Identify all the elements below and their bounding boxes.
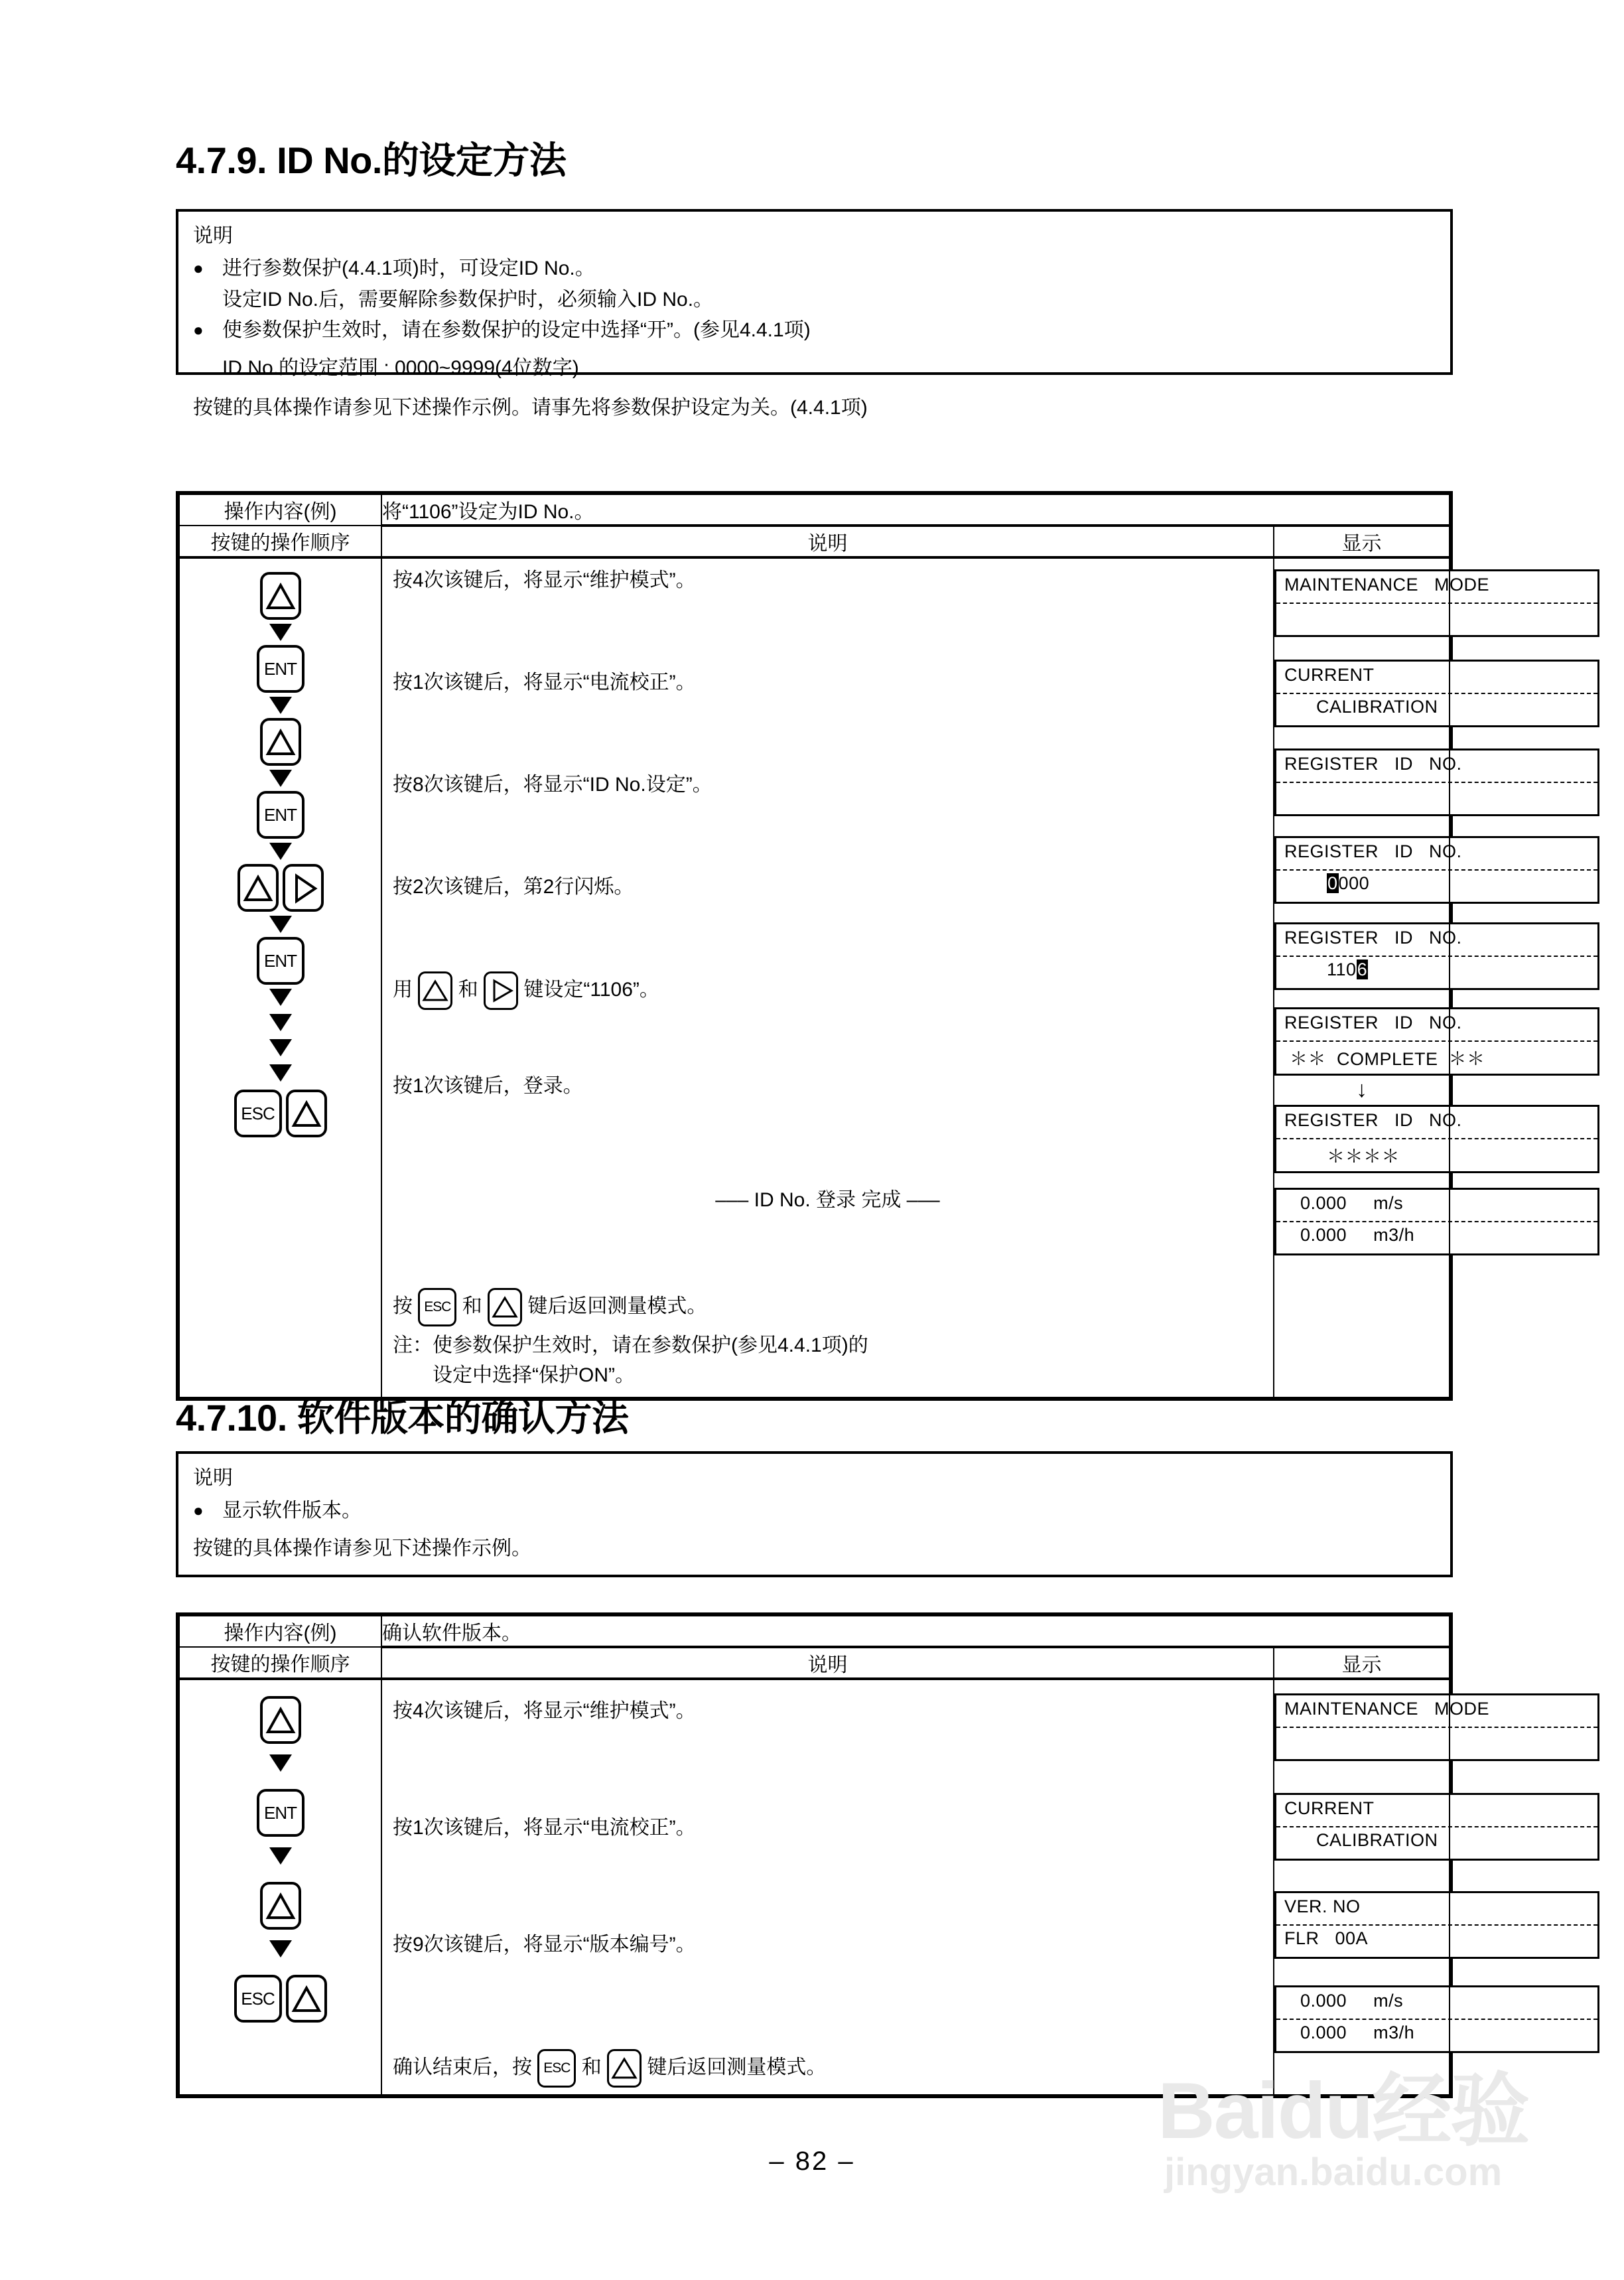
lcd-line-2 <box>1276 1728 1597 1759</box>
display-column <box>1274 1679 1490 2095</box>
header-desc: 说明 <box>807 1654 848 1676</box>
lcd-display <box>1274 569 1599 637</box>
key-sequence-1 <box>180 572 381 1137</box>
lcd-line-1: REGISTER ID NO. <box>1276 750 1597 783</box>
description-title-1: 说明 <box>193 225 233 247</box>
header-desc-cell <box>381 1647 1274 1679</box>
header-keys-cell <box>179 1647 381 1679</box>
example-label-cell <box>179 1616 381 1647</box>
key-pair-esc-up <box>234 1975 327 2023</box>
step-desc-pre: 确认结束后，按 <box>393 2056 532 2078</box>
step-desc <box>382 865 1273 965</box>
lcd-display <box>1274 748 1599 816</box>
lcd-display <box>1274 1793 1599 1861</box>
key-sequence-column <box>179 557 381 1397</box>
key-sequence-column <box>179 1679 381 2095</box>
right-arrow-key[interactable] <box>283 864 324 912</box>
lcd-prefix: 110 <box>1284 960 1357 979</box>
step-desc <box>382 763 1273 865</box>
operation-table-2 <box>176 1612 1490 2098</box>
example-label: 操作内容(例) <box>224 501 337 523</box>
up-arrow-key[interactable] <box>260 1882 301 1930</box>
lcd-line-1: MAINTENANCE MODE <box>1276 1695 1597 1728</box>
example-value: 确认软件版本。 <box>382 1622 521 1644</box>
lcd-line-2 <box>1276 871 1597 902</box>
lcd-line-1: REGISTER ID NO. <box>1276 1107 1597 1139</box>
step-desc-mid: 和 <box>458 978 478 1001</box>
bullet-dot-icon: ● <box>193 320 204 340</box>
bullet-subline: ID No.的设定范围 : 0000~9999(4位数字) <box>222 356 579 379</box>
flow-arrow-down-icon <box>269 989 292 1006</box>
step-desc-pre: 按 <box>393 1295 413 1317</box>
step-desc-text: 按2次该键后，第2行闪烁。 <box>393 876 634 898</box>
lcd-display <box>1274 1188 1599 1255</box>
bullet-text: 进行参数保护(4.4.1项)时，可设定ID No.。 <box>222 257 595 279</box>
lcd-display <box>1274 1693 1599 1761</box>
up-arrow-key[interactable] <box>286 1975 327 2023</box>
flow-arrow-down-icon <box>269 697 292 714</box>
table-header-row <box>179 1647 1450 1679</box>
description-bullet <box>193 315 1436 346</box>
step-desc-pre: 用 <box>393 978 413 1001</box>
lcd-line-2 <box>1276 783 1597 814</box>
table-body-row <box>179 557 1450 1397</box>
header-display-cell <box>1274 526 1450 557</box>
lcd-line-1: CURRENT <box>1276 1795 1597 1827</box>
lcd-line-2 <box>1276 604 1597 635</box>
key-sequence-2 <box>180 1696 381 2023</box>
up-arrow-key-inline[interactable] <box>418 971 452 1010</box>
enter-key[interactable]: ENT <box>257 645 304 693</box>
flow-arrow-down-icon <box>269 770 292 787</box>
step-desc-text: 按9次该键后，将显示“版本编号”。 <box>393 1934 696 1956</box>
key-pair-esc-up <box>234 1090 327 1137</box>
description-title-2: 说明 <box>193 1467 233 1489</box>
flow-arrow-down-icon <box>269 916 292 933</box>
step-note-line-1: 注：使参数保护生效时，请在参数保护(参见4.4.1项)的 <box>393 1334 868 1357</box>
lcd-line-1: REGISTER ID NO. <box>1276 924 1597 957</box>
flow-arrow-down-icon <box>269 1940 292 1958</box>
lcd-display <box>1274 660 1599 727</box>
table-row-example <box>179 1616 1450 1647</box>
lcd-display <box>1274 1007 1599 1076</box>
lcd-line-1: 0.000 m/s <box>1276 1190 1597 1222</box>
lcd-line-2 <box>1276 957 1597 988</box>
lcd-line-2: CALIBRATION <box>1284 697 1438 717</box>
example-value-cell <box>381 1616 1450 1647</box>
watermark-url: jingyan.baidu.com <box>1164 2151 1503 2194</box>
header-keys-cell <box>179 526 381 557</box>
step-desc <box>382 1801 1273 1918</box>
flow-arrow-down-icon <box>269 624 292 641</box>
description-footer-1: 按键的具体操作请参见下述操作示例。请事先将参数保护设定为关。(4.4.1项) <box>193 397 868 419</box>
lcd-line-2: FLR 00A <box>1284 1928 1369 1948</box>
description-column <box>381 1679 1274 2095</box>
step-desc <box>382 1277 1273 1397</box>
lcd-display <box>1274 922 1599 990</box>
section-heading-4-7-9: 4.7.9. ID No.的设定方法 <box>176 139 567 181</box>
step-desc <box>382 661 1273 763</box>
lcd-line-2: 0.000 m3/h <box>1284 2023 1415 2042</box>
step-desc-text: 按1次该键后，登录。 <box>393 1075 583 1097</box>
table-body-row <box>179 1679 1450 2095</box>
bullet-subline: 设定ID No.后，需要解除参数保护时，必须输入ID No.。 <box>222 288 714 311</box>
flow-arrow-down-icon <box>269 1847 292 1865</box>
enter-key[interactable]: ENT <box>257 1789 304 1837</box>
right-arrow-key-inline[interactable] <box>484 971 518 1010</box>
enter-key[interactable]: ENT <box>257 791 304 839</box>
lcd-line-1: REGISTER ID NO. <box>1276 1009 1597 1042</box>
step-desc <box>382 1680 1273 1801</box>
enter-key[interactable]: ENT <box>257 937 304 985</box>
header-desc-cell <box>381 526 1274 557</box>
key-pair-up-right <box>237 864 324 912</box>
lcd-cursor-char: 0 <box>1327 873 1338 893</box>
up-arrow-key-inline[interactable] <box>607 2049 642 2088</box>
lcd-display <box>1274 1985 1599 2053</box>
flow-arrow-down-icon <box>269 1039 292 1056</box>
lcd-line-1: MAINTENANCE MODE <box>1276 571 1597 604</box>
operation-table-1 <box>176 491 1490 1401</box>
lcd-display <box>1274 1891 1599 1959</box>
step-desc-mid: 和 <box>462 1295 482 1317</box>
header-desc: 说明 <box>807 533 848 555</box>
up-arrow-key[interactable] <box>286 1090 327 1137</box>
bullet-dot-icon: ● <box>193 258 204 278</box>
lcd-prefix <box>1284 873 1327 893</box>
description-bullet <box>193 1496 1436 1527</box>
lcd-line-1: VER. NO <box>1276 1893 1597 1926</box>
up-arrow-key[interactable] <box>260 572 301 620</box>
escape-key-inline[interactable]: ESC <box>418 1288 456 1326</box>
escape-key[interactable]: ESC <box>234 1090 282 1137</box>
step-desc-text: 按8次该键后，将显示“ID No.设定”。 <box>393 774 712 796</box>
flow-arrow-down-icon <box>269 1064 292 1082</box>
description-box-2 <box>176 1451 1453 1577</box>
description-footer-2: 按键的具体操作请参见下述操作示例。 <box>193 1537 531 1559</box>
step-desc <box>382 1064 1273 1163</box>
description-column <box>381 557 1274 1397</box>
lcd-line-2: ＊＊ COMPLETE ＊＊ <box>1284 1049 1485 1069</box>
step-desc-text: 按4次该键后，将显示“维护模式”。 <box>393 569 696 591</box>
up-arrow-key[interactable] <box>260 718 301 766</box>
example-label-cell <box>179 494 381 526</box>
step-desc <box>382 2034 1273 2094</box>
transition-arrow-icon: ↓ <box>1356 1077 1367 1102</box>
step-desc-text: 按1次该键后，将显示“电流校正”。 <box>393 672 696 693</box>
bullet-text: 显示软件版本。 <box>222 1500 362 1522</box>
display-column <box>1274 557 1490 1397</box>
step-desc-complete <box>382 1163 1273 1277</box>
up-arrow-key[interactable] <box>237 864 279 912</box>
lcd-display <box>1274 836 1599 904</box>
step-note-line-2: 设定中选择“保护ON”。 <box>433 1364 635 1387</box>
lcd-suffix: 000 <box>1338 873 1370 893</box>
bullet-dot-icon: ● <box>193 1500 204 1520</box>
step-desc-text: 按4次该键后，将显示“维护模式”。 <box>393 1700 696 1722</box>
example-value: 将“1106”设定为ID No.。 <box>382 501 594 523</box>
step-desc-text: ––– ID No. 登录 完成 ––– <box>715 1189 940 1211</box>
header-keys: 按键的操作顺序 <box>210 1654 350 1675</box>
step-desc <box>382 559 1273 661</box>
lcd-line-1: CURRENT <box>1276 662 1597 694</box>
description-box-1 <box>176 209 1453 419</box>
table-row-example <box>179 494 1450 526</box>
bullet-text: 使参数保护生效时，请在参数保护的设定中选择“开”。(参见4.4.1项) <box>222 319 811 341</box>
lcd-line-2: 0.000 m3/h <box>1284 1225 1415 1245</box>
lcd-line-1: 0.000 m/s <box>1276 1987 1597 2020</box>
step-desc <box>382 1918 1273 2034</box>
step-desc-post: 键后返回测量模式。 <box>527 1295 707 1317</box>
header-display: 显示 <box>1341 533 1382 555</box>
step-desc-post: 键设定“1106”。 <box>523 978 659 1001</box>
example-value-cell <box>381 494 1450 526</box>
step-desc-mid: 和 <box>581 2056 602 2078</box>
step-desc-text: 按1次该键后，将显示“电流校正”。 <box>393 1817 696 1839</box>
header-display: 显示 <box>1341 1654 1382 1676</box>
flow-arrow-down-icon <box>269 843 292 860</box>
page-number: – 82 – <box>769 2147 855 2176</box>
section-heading-4-7-10: 4.7.10. 软件版本的确认方法 <box>176 1397 629 1439</box>
table-header-row <box>179 526 1450 557</box>
description-bullet <box>193 253 1436 285</box>
escape-key-inline[interactable]: ESC <box>537 2049 576 2088</box>
header-keys: 按键的操作顺序 <box>210 532 350 554</box>
watermark-logo: Baidu经验 <box>1158 2066 1529 2155</box>
lcd-display <box>1274 1105 1599 1173</box>
up-arrow-key[interactable] <box>260 1696 301 1744</box>
step-desc-post: 键后返回测量模式。 <box>647 2056 827 2078</box>
example-label: 操作内容(例) <box>224 1622 337 1644</box>
lcd-line-2: ＊＊＊＊ <box>1284 1147 1400 1167</box>
header-display-cell <box>1274 1647 1450 1679</box>
lcd-line-2: CALIBRATION <box>1284 1830 1438 1850</box>
flow-arrow-down-icon <box>269 1014 292 1031</box>
lcd-line-1: REGISTER ID NO. <box>1276 838 1597 871</box>
lcd-cursor-char: 6 <box>1357 960 1368 979</box>
escape-key[interactable]: ESC <box>234 1975 282 2023</box>
flow-arrow-down-icon <box>269 1754 292 1772</box>
step-desc <box>382 965 1273 1064</box>
up-arrow-key-inline[interactable] <box>488 1288 522 1326</box>
